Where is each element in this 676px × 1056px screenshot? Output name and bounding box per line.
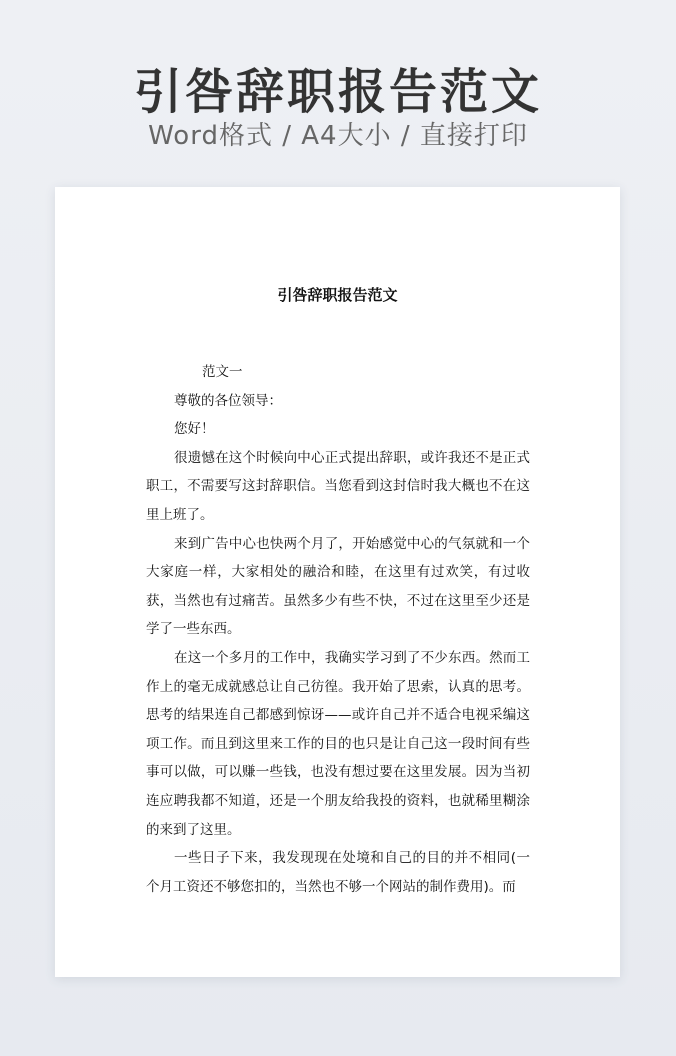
banner-title: 引咎辞职报告范文 bbox=[133, 64, 542, 120]
body-paragraph: 一些日子下来，我发现现在处境和自己的目的并不相同(一个月工资还不够您扣的，当然也不够一个网站的制作费用)。而 bbox=[146, 850, 530, 895]
greeting-line: 您好！ bbox=[174, 421, 215, 438]
salutation: 尊敬的各位领导： bbox=[174, 392, 282, 409]
banner-subtitle: Word格式 / A4大小 / 直接打印 bbox=[148, 121, 528, 151]
section-label: 范文一 bbox=[202, 364, 243, 380]
document-body bbox=[146, 358, 530, 901]
document-title: 引咎辞职报告范文 bbox=[277, 286, 398, 304]
body-paragraph: 在这一个多月的工作中，我确实学习到了不少东西。然而工作上的毫无成就感总让自己彷徨。我开始了思索，认真的思考。思考的结果连自己都感到惊讶——或许自己并不适合电视采编这项工作。而且到这里来工作的目的也只是让自己这一段时间有些事可以做，可以赚一些钱，也没有想过要在这里发展。因为当初连应聘我都不知道，还是一个朋友给我投的资料，也就稀里糊涂的来到了这里。 bbox=[146, 649, 530, 838]
body-paragraph: 很遗憾在这个时候向中心正式提出辞职，或许我还不是正式职工，不需要写这封辞职信。当您看到这封信时我大概也不在这里上班了。 bbox=[146, 449, 530, 523]
body-paragraph: 来到广告中心也快两个月了，开始感觉中心的气氛就和一个大家庭一样，大家相处的融洽和睦，在这里有过欢笑，有过收获，当然也有过痛苦。虽然多少有些不快，不过在这里至少还是学了一些东西。 bbox=[146, 535, 530, 638]
